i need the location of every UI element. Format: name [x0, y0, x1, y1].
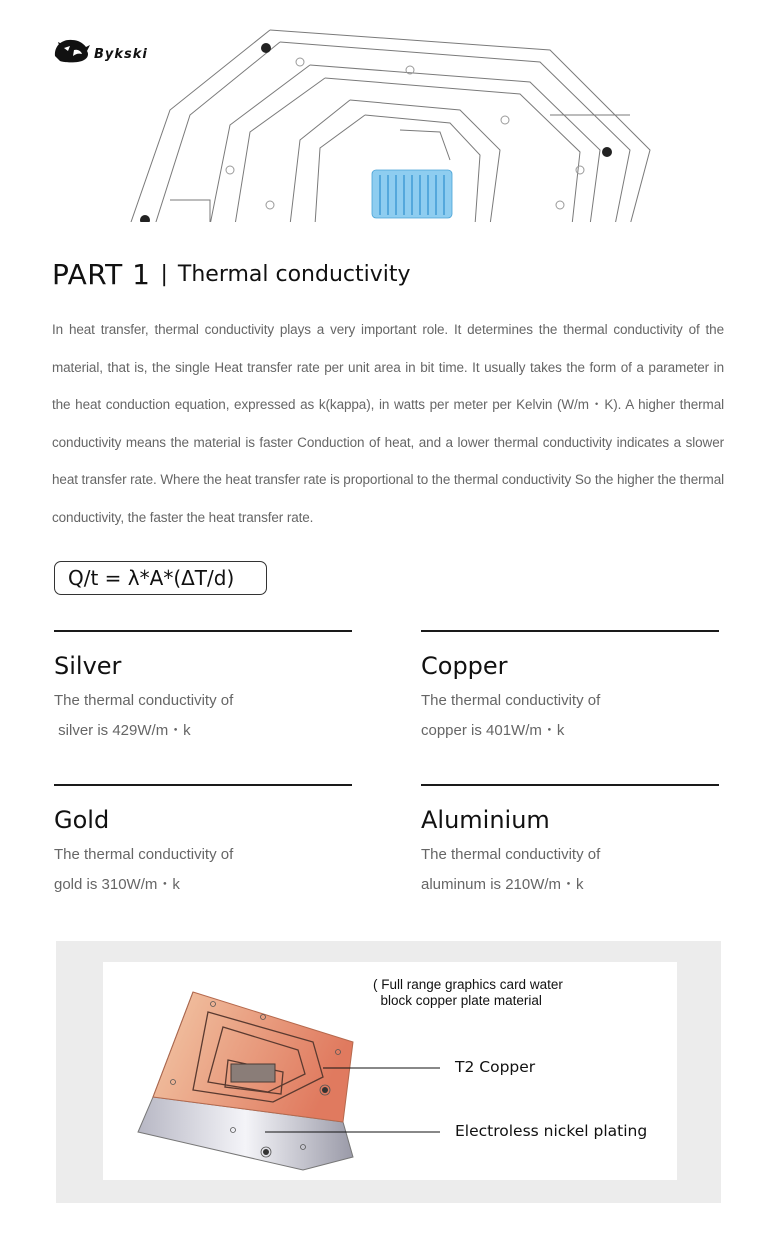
diagram-caption-line1: ( Full range graphics card water — [373, 977, 563, 992]
divider — [54, 630, 352, 632]
divider — [421, 784, 719, 786]
diagram-caption — [373, 977, 563, 1009]
metal-description-line1: The thermal conductivity of — [54, 846, 234, 863]
part-heading: Thermal conductivity — [177, 262, 411, 287]
metal-name: Aluminium — [421, 806, 550, 834]
part-separator: | — [160, 262, 168, 287]
metal-card-aluminium — [421, 784, 721, 900]
metal-description — [54, 686, 354, 746]
metal-description-line2: silver is 429W/m・k — [54, 722, 191, 739]
bykski-dragon-logo-icon — [52, 36, 92, 64]
metal-name: Silver — [54, 652, 122, 680]
metal-description-line2: gold is 310W/m・k — [54, 876, 180, 893]
material-diagram — [103, 962, 677, 1180]
material-diagram-panel — [56, 941, 721, 1203]
metal-card-copper — [421, 630, 721, 746]
metal-description — [421, 686, 721, 746]
metal-description — [421, 840, 721, 900]
metal-card-gold — [54, 784, 354, 900]
metal-name: Copper — [421, 652, 508, 680]
metal-description-line1: The thermal conductivity of — [421, 692, 601, 709]
metal-description-line2: aluminum is 210W/m・k — [421, 876, 584, 893]
metal-description — [54, 840, 354, 900]
water-block-illustration — [110, 20, 670, 222]
part-label: PART 1 — [52, 258, 151, 291]
label-nickel-plating: Electroless nickel plating — [455, 1122, 648, 1140]
divider — [421, 630, 719, 632]
metal-card-silver — [54, 630, 354, 746]
label-t2-copper: T2 Copper — [455, 1058, 536, 1076]
heat-transfer-formula: Q/t = λ*A*(ΔT/d) — [54, 561, 267, 595]
hero-product-image — [0, 0, 762, 222]
part-title — [52, 258, 411, 291]
divider — [54, 784, 352, 786]
metal-name: Gold — [54, 806, 110, 834]
metal-description-line2: copper is 401W/m・k — [421, 722, 565, 739]
metal-description-line1: The thermal conductivity of — [421, 846, 601, 863]
thermal-conductivity-description: In heat transfer, thermal conductivity plays a very important role. It determines the thermal conductivity of the material, that is, the single Heat transfer rate per unit area in bit time. It usually takes the form of a parameter in the heat conduction equation, expressed as k(kappa), in watts per meter per Kelvin (W/m・K). A higher thermal conductivity means the material is faster Conduction of heat, and a lower thermal conductivity indicates a slower heat transfer rate. Where the heat transfer rate is proportional to the thermal conductivity So the higher the thermal conductivity, the faster the heat transfer rate. — [52, 322, 724, 525]
metal-description-line1: The thermal conductivity of — [54, 692, 234, 709]
diagram-caption-line2: block copper plate material — [373, 993, 542, 1008]
brand-name: Bykski — [94, 46, 148, 62]
